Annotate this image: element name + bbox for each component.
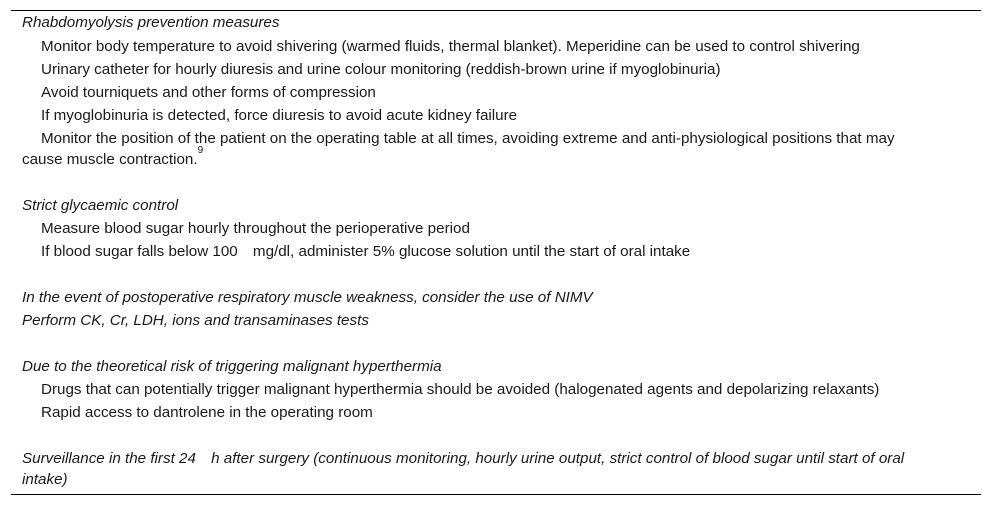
tests-line: Perform CK, Cr, LDH, ions and transaminases tests — [22, 312, 369, 329]
glycaemic-heading: Strict glycaemic control — [22, 197, 179, 214]
hyperthermia-item: Rapid access to dantrolene in the operating room — [41, 404, 373, 421]
rhabdo-item: Monitor body temperature to avoid shivering (warmed fluids, thermal blanket). Meperidine can be used to control shivering — [41, 38, 860, 55]
hyperthermia-item: Drugs that can potentially trigger malignant hyperthermia should be avoided (halogenated agents and depolarizing relaxants) — [41, 381, 880, 398]
surveillance-line: Surveillance in the first 24 h after surgery (continuous monitoring, hourly urine output, strict control of blood sugar until start of oral — [22, 450, 905, 467]
rhabdo-heading: Rhabdomyolysis prevention measures — [22, 14, 280, 31]
surveillance-line-continuation: intake) — [22, 471, 68, 488]
rhabdo-item: If myoglobinuria is detected, force diuresis to avoid acute kidney failure — [41, 107, 518, 124]
hyperthermia-heading: Due to the theoretical risk of triggering malignant hyperthermia — [22, 358, 442, 375]
reference-superscript: 9 — [197, 144, 204, 156]
rhabdo-item: Avoid tourniquets and other forms of compression — [41, 84, 376, 101]
rhabdo-item: Monitor the position of the patient on the operating table at all times, avoiding extreme and anti-physiological positions that may — [41, 130, 895, 147]
rhabdo-item: Urinary catheter for hourly diuresis and urine colour monitoring (reddish-brown urine if myoglobinuria) — [41, 61, 721, 78]
glycaemic-item: Measure blood sugar hourly throughout the perioperative period — [41, 220, 470, 237]
rhabdo-item-text: cause muscle contraction. — [22, 151, 198, 168]
rhabdo-item-continuation — [22, 144, 204, 170]
respiratory-line: In the event of postoperative respiratory muscle weakness, consider the use of NIMV — [22, 289, 593, 306]
glycaemic-item: If blood sugar falls below 100 mg/dl, administer 5% glucose solution until the start of oral intake — [41, 243, 691, 260]
